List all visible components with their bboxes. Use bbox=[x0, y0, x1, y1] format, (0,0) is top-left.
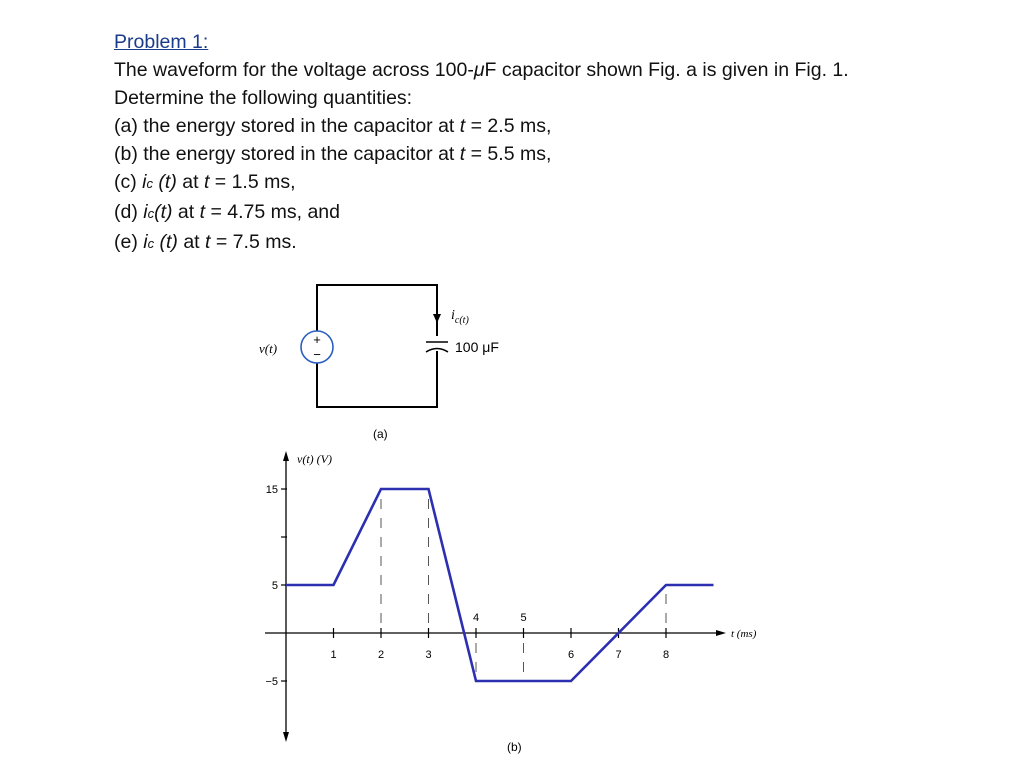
capacitor-label: 100 μF bbox=[455, 339, 499, 355]
time-var: t bbox=[199, 201, 206, 223]
part-rest: = 2.5 ms, bbox=[465, 115, 552, 137]
current-fn: i bbox=[143, 231, 148, 253]
x-tick-label: 5 bbox=[520, 612, 527, 624]
problem-heading: Problem 1: bbox=[114, 31, 209, 53]
y-tick-label: 5 bbox=[271, 580, 278, 592]
x-tick-label: 7 bbox=[615, 649, 622, 661]
x-tick-label: 2 bbox=[377, 649, 385, 661]
voltage-waveform bbox=[286, 489, 714, 681]
current-arg: (t) bbox=[154, 231, 178, 253]
part-rest: = 1.5 ms, bbox=[209, 171, 296, 193]
y-tick-label: 15 bbox=[265, 484, 278, 496]
circuit-caption: (a) bbox=[373, 427, 388, 441]
time-var: t bbox=[205, 231, 211, 253]
x-tick-label: 8 bbox=[662, 649, 670, 661]
y-axis-arrow-down-icon bbox=[283, 732, 289, 742]
part-prefix: (d) bbox=[114, 201, 144, 223]
y-tick-label: −5 bbox=[265, 676, 278, 688]
current-sub: c bbox=[147, 236, 155, 251]
part-prefix: (a) the energy stored in the capacitor at bbox=[114, 115, 460, 137]
part-prefix: (c) bbox=[114, 171, 143, 193]
part-mid: at bbox=[177, 231, 206, 253]
y-axis-arrow-up-icon bbox=[283, 451, 289, 461]
intro-text-2: F capacitor shown Fig. a is given in Fig. 1. bbox=[484, 59, 849, 81]
circuit-wire bbox=[317, 351, 437, 407]
part-rest: = 4.75 ms, and bbox=[205, 201, 340, 223]
source-label: v(t) bbox=[259, 341, 278, 356]
part-rest: = 5.5 ms, bbox=[465, 143, 552, 165]
part-mid: at bbox=[176, 171, 204, 193]
y-axis-label: v(t) (V) bbox=[297, 452, 332, 466]
current-sub: c bbox=[146, 176, 153, 191]
part-rest: = 7.5 ms. bbox=[210, 231, 297, 253]
dashed-guides bbox=[381, 495, 666, 675]
circuit-wire bbox=[317, 285, 437, 336]
x-tick-label: 1 bbox=[330, 649, 337, 661]
part-prefix: (e) bbox=[114, 231, 144, 253]
current-arrow-icon bbox=[433, 314, 441, 323]
current-label bbox=[451, 308, 469, 326]
mu-symbol: μ bbox=[473, 59, 485, 81]
current-fn: i bbox=[143, 201, 148, 223]
time-var: t bbox=[459, 115, 466, 137]
intro-text-1: The waveform for the voltage across 100- bbox=[114, 59, 474, 81]
current-arg: (t) bbox=[154, 201, 173, 223]
x-axis-arrow-icon bbox=[716, 630, 726, 636]
chart-caption: (b) bbox=[507, 740, 522, 754]
circuit-diagram bbox=[259, 285, 499, 441]
part-mid: at bbox=[172, 201, 200, 223]
part-prefix: (b) the energy stored in the capacitor at bbox=[114, 143, 460, 165]
x-tick-label: 3 bbox=[425, 649, 432, 661]
voltage-chart bbox=[265, 451, 757, 754]
x-tick-label: 6 bbox=[567, 649, 575, 661]
current-fn: i bbox=[142, 171, 147, 193]
source-plus: + bbox=[313, 332, 321, 347]
x-axis-label: t (ms) bbox=[731, 628, 757, 640]
problem-instruction: Determine the following quantities: bbox=[114, 87, 413, 109]
current-sub: c bbox=[147, 206, 155, 221]
y-ticks bbox=[265, 484, 287, 688]
time-var: t bbox=[203, 171, 210, 193]
current-subscript: c(t) bbox=[454, 315, 469, 326]
time-var: t bbox=[459, 143, 466, 165]
source-minus: − bbox=[313, 347, 321, 362]
current-symbol: i bbox=[451, 308, 455, 323]
current-arg: (t) bbox=[153, 171, 177, 193]
x-tick-label: 4 bbox=[472, 612, 480, 624]
